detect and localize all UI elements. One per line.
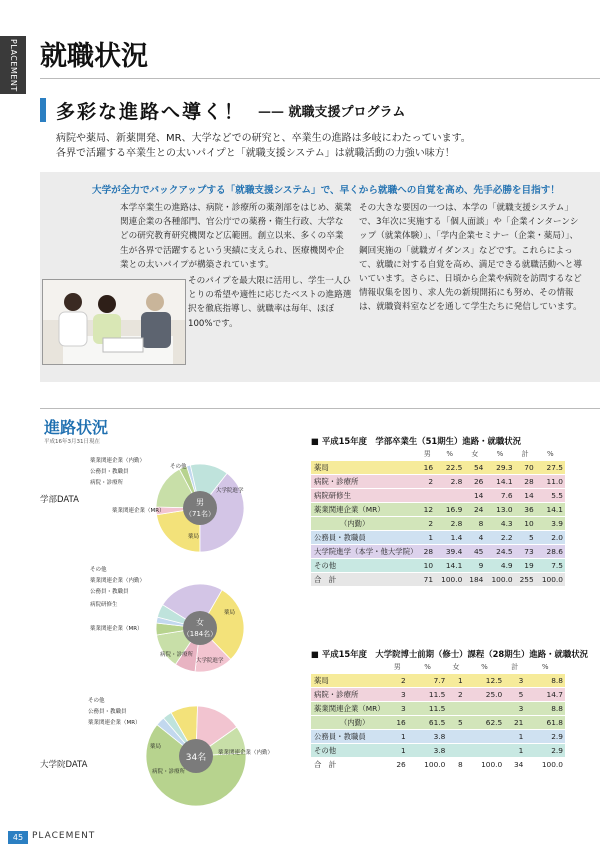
grad-table-row	[311, 702, 565, 716]
undergrad-table-cell: 5.5	[536, 489, 565, 503]
support-paragraph-left: 本学卒業生の進路は、病院・診療所の薬剤部をはじめ、薬業関連企業の各種部門、官公庁での薬務・衛生行政、大学などの研究教育研究機関など広範囲。創立以来、多くの卒業生が各界で活躍するという実績に支えられ、医療機関や企業との太いパイプが構築されています。	[120, 203, 352, 270]
undergrad-table-cell: 7.6	[485, 489, 514, 503]
male-label-pharmacy: 薬局	[188, 534, 200, 540]
undergrad-table-cell: 14.1	[536, 503, 565, 517]
grad-table-cell: 3.8	[408, 730, 448, 744]
undergrad-table-cell: 14	[464, 489, 485, 503]
grad-table-header-cell	[311, 661, 387, 674]
consultation-photo	[42, 279, 186, 365]
grad-table-cell: 7.7	[408, 674, 448, 688]
male-pie-center	[183, 491, 217, 525]
section-divider	[40, 408, 600, 409]
undergrad-table-cell: 14	[515, 489, 536, 503]
consultation-photo-illustration	[43, 280, 185, 364]
female-label-mr: 薬業関連企業（MR）	[90, 626, 143, 632]
grad-label-pharmacy: 薬局	[150, 744, 162, 750]
undergrad-table-cell: 11.0	[536, 475, 565, 489]
grad-label-internal: 薬業関連企業（内勤）	[218, 750, 274, 756]
undergrad-table-cell: 16.9	[435, 503, 464, 517]
grad-table-title: ■ 平成15年度 大学院博士前期（修士）課程（28期生）進路・就職状況	[311, 649, 589, 659]
grad-table-cell: 14.7	[525, 688, 565, 702]
grad-table-header-cell: 男	[387, 661, 408, 674]
undergrad-table-cell: 255	[515, 573, 536, 587]
undergrad-table-cell: 28	[515, 475, 536, 489]
grad-table-cell: 3	[504, 674, 525, 688]
grad-table-cell: 1	[504, 744, 525, 758]
grad-table-cell: 61.5	[408, 716, 448, 730]
headline-subtitle: —— 就職支援プログラム	[258, 101, 405, 120]
female-label-trainee: 病院研修生	[90, 602, 118, 608]
grad-table-header-cell: 計	[504, 661, 525, 674]
grad-table-cell	[447, 730, 464, 744]
undergrad-table-cell: 12	[419, 503, 435, 517]
support-system-heading: 大学が全力でバックアップする「就職支援システム」で、早くから就職への自覚を高め、先手必勝を目指す！	[92, 185, 560, 196]
female-center-label: 女	[196, 618, 204, 627]
undergrad-table-row	[311, 545, 565, 559]
career-status-title: 進路状況	[44, 418, 109, 437]
grad-table-cell: 5	[447, 716, 464, 730]
undergrad-table-cell: 14.1	[485, 475, 514, 489]
undergrad-table-cell: 100.0	[435, 573, 464, 587]
grad-label-mr: 薬業関連企業（MR）	[88, 720, 141, 726]
undergrad-table-cell: 9	[464, 559, 485, 573]
male-center-count: （71名）	[185, 510, 215, 518]
undergrad-table-cell: 71	[419, 573, 435, 587]
grad-table-cell: 3	[387, 702, 408, 716]
intro-line-2: 各界で活躍する卒業生との太いパイプと「就職支援システム」は就職活動の力強い味方！	[56, 148, 455, 159]
grad-career-table	[311, 661, 565, 772]
grad-table-cell: 5	[504, 688, 525, 702]
grad-table-cell: 16	[387, 716, 408, 730]
undergrad-table-row-label: 合 計	[311, 573, 419, 587]
undergrad-table-header-cell: %	[485, 448, 514, 461]
undergrad-table-cell: 7.5	[536, 559, 565, 573]
undergrad-table-row-label: その他	[311, 559, 419, 573]
male-label-mr: 薬業関連企業（MR）	[112, 508, 165, 514]
female-pie-chart	[78, 566, 256, 684]
female-pie-center	[183, 611, 217, 645]
grad-table-cell: 3	[387, 688, 408, 702]
career-status-date: 平成16年3月31日現在	[44, 439, 100, 445]
undergrad-table-cell: 4	[464, 531, 485, 545]
undergrad-table-cell: 26	[464, 475, 485, 489]
support-paragraph-right: その大きな要因の一つは、本学の「就職支援システム」で、3年次に実施する「個人面談」や「企業インターンシップ（就業体験）」、「学内企業セミナー（企業・薬局）」、鋼回実施の「就職ガイダンス」などです。これらによって、就職に対する自覚を高め、満足できる就職活動へと導いています。さらに、日頃から企業や病院を訪問するなど情報収集を図り、求人先の新規開拓にも努め、その情報は、就職資料室などを通して学生たちに発信しています。	[359, 203, 582, 313]
male-label-other: その他	[170, 464, 187, 470]
undergrad-table-cell: 24.5	[485, 545, 514, 559]
grad-table-cell: 100.0	[525, 758, 565, 772]
headline-accent-bar	[40, 98, 46, 122]
undergrad-table-row	[311, 531, 565, 545]
grad-table-cell: 62.5	[465, 716, 505, 730]
male-label-public: 公務員・教職員	[90, 469, 129, 475]
undergrad-table-cell: 39.4	[435, 545, 464, 559]
grad-table-cell: 11.5	[408, 688, 448, 702]
undergrad-table-cell: 54	[464, 461, 485, 475]
undergrad-table-cell: 3.9	[536, 517, 565, 531]
undergrad-table-header-cell: %	[536, 448, 565, 461]
undergrad-table-cell: 100.0	[536, 573, 565, 587]
undergrad-table-row-label: 大学院進学（本学・他大学院）	[311, 545, 419, 559]
undergrad-table-cell: 28.6	[536, 545, 565, 559]
undergrad-table-cell: 4.3	[485, 517, 514, 531]
grad-table-row-label: 合 計	[311, 758, 387, 772]
grad-table-header-cell: 女	[447, 661, 464, 674]
male-label-internal: 薬業関連企業（内勤）	[90, 458, 146, 464]
undergrad-table-row-label: （内勤）	[311, 517, 419, 531]
grad-table-cell: 1	[387, 730, 408, 744]
undergrad-table-cell: 2	[419, 517, 435, 531]
grad-table-cell	[447, 744, 464, 758]
grad-table-cell: 3.8	[408, 744, 448, 758]
undergrad-table-title: ■ 平成15年度 学部卒業生（51期生）進路・就職状況	[311, 436, 522, 446]
undergrad-table-header-cell	[311, 448, 419, 461]
male-center-label: 男	[196, 498, 204, 507]
undergrad-table-row	[311, 461, 565, 475]
female-label-public: 公務員・教職員	[90, 589, 129, 595]
grad-table-header-cell: %	[525, 661, 565, 674]
page-title: 就職状況	[40, 41, 148, 72]
undergrad-data-label: 学部DATA	[40, 495, 79, 505]
undergrad-table-cell: 1.4	[435, 531, 464, 545]
undergrad-table-cell: 14.1	[435, 559, 464, 573]
grad-table-row-label: その他	[311, 744, 387, 758]
undergrad-table-cell: 36	[515, 503, 536, 517]
grad-table-row	[311, 758, 565, 772]
undergrad-table-cell: 1	[419, 531, 435, 545]
undergrad-table-row-label: 薬局	[311, 461, 419, 475]
grad-table-cell: 2	[447, 688, 464, 702]
grad-table-row-label: 薬局	[311, 674, 387, 688]
intro-line-1: 病院や薬局、新薬開発、MR、大学などでの研究と、卒業生の進路は多岐にわたっています。	[56, 133, 471, 144]
undergrad-table-cell: 2.0	[536, 531, 565, 545]
grad-center-label: 34名	[185, 753, 207, 763]
undergrad-table-row-label: 病院・診療所	[311, 475, 419, 489]
undergrad-table-row-label: 病院研修生	[311, 489, 419, 503]
undergrad-table-header-row	[311, 448, 565, 461]
undergrad-table-row	[311, 559, 565, 573]
undergrad-table-header-cell: 男	[419, 448, 435, 461]
grad-table-cell: 8.8	[525, 702, 565, 716]
undergrad-table-cell: 70	[515, 461, 536, 475]
title-divider	[40, 78, 600, 79]
grad-table-header-row	[311, 661, 565, 674]
female-label-other: その他	[90, 567, 107, 573]
support-paragraph-left-b: そのパイプを最大限に活用し、学生一人ひとりの希望や適性に応じたベストの進路選択を徹底指導し、就職率は毎年、ほぼ100%です。	[188, 276, 352, 329]
undergrad-table-cell: 45	[464, 545, 485, 559]
undergrad-table-cell: 2.2	[485, 531, 514, 545]
undergrad-table-header-cell: 計	[515, 448, 536, 461]
undergrad-table-cell: 8	[464, 517, 485, 531]
undergrad-table-cell: 22.5	[435, 461, 464, 475]
headline: 多彩な進路へ導く！	[56, 101, 246, 123]
grad-table-cell: 100.0	[465, 758, 505, 772]
grad-table-cell: 21	[504, 716, 525, 730]
grad-table-row-label: 病院・診療所	[311, 688, 387, 702]
grad-table-cell: 2	[387, 674, 408, 688]
female-center-count: （184名）	[182, 630, 218, 638]
grad-table-cell: 25.0	[465, 688, 505, 702]
undergrad-table-cell: 29.3	[485, 461, 514, 475]
grad-table-cell: 61.8	[525, 716, 565, 730]
grad-label-other: その他	[88, 698, 105, 704]
grad-table-row	[311, 674, 565, 688]
undergrad-table-cell: 13.0	[485, 503, 514, 517]
undergrad-table-cell: 5	[515, 531, 536, 545]
undergrad-table-row	[311, 517, 565, 531]
male-label-hospital: 病院・診療所	[90, 480, 124, 486]
undergrad-table-cell: 16	[419, 461, 435, 475]
grad-table-row-label: 公務員・教職員	[311, 730, 387, 744]
undergrad-table-cell: 24	[464, 503, 485, 517]
undergrad-table-row	[311, 475, 565, 489]
grad-pie-chart	[78, 690, 274, 814]
grad-label-public: 公務員・教職員	[88, 709, 127, 715]
undergrad-table-cell	[419, 489, 435, 503]
grad-table-cell: 100.0	[408, 758, 448, 772]
undergrad-table-row	[311, 573, 565, 587]
grad-table-row	[311, 730, 565, 744]
side-section-label: PLACEMENT	[0, 36, 26, 94]
grad-table-row	[311, 688, 565, 702]
grad-table-row-label: （内勤）	[311, 716, 387, 730]
grad-table-row-label: 薬業関連企業（MR）	[311, 702, 387, 716]
undergrad-table-cell: 2.8	[435, 517, 464, 531]
undergrad-table-row-label: 薬業関連企業（MR）	[311, 503, 419, 517]
grad-table-header-cell: %	[408, 661, 448, 674]
undergrad-table-cell: 100.0	[485, 573, 514, 587]
male-pie-chart	[78, 448, 256, 566]
undergrad-table-cell: 10	[515, 517, 536, 531]
grad-table-cell: 12.5	[465, 674, 505, 688]
grad-table-cell: 34	[504, 758, 525, 772]
undergrad-table-row-label: 公務員・教職員	[311, 531, 419, 545]
undergrad-table-header-cell: %	[435, 448, 464, 461]
grad-table-cell: 2.9	[525, 744, 565, 758]
grad-table-header-cell: %	[465, 661, 505, 674]
grad-table-cell	[465, 730, 505, 744]
undergrad-table-cell: 19	[515, 559, 536, 573]
female-label-grad-school: 大学院進学	[196, 658, 224, 664]
grad-table-cell: 1	[447, 674, 464, 688]
female-label-hospital: 病院・診療所	[160, 652, 194, 658]
grad-table-cell: 11.5	[408, 702, 448, 716]
female-label-internal: 薬業関連企業（内勤）	[90, 578, 146, 584]
grad-table-cell: 8.8	[525, 674, 565, 688]
undergrad-table-cell: 28	[419, 545, 435, 559]
undergrad-table-cell: 27.5	[536, 461, 565, 475]
undergrad-table-cell: 2	[419, 475, 435, 489]
undergrad-career-table	[311, 448, 565, 587]
undergrad-table-row	[311, 503, 565, 517]
grad-table-cell	[465, 702, 505, 716]
grad-table-cell: 3	[504, 702, 525, 716]
undergrad-table-header-cell: 女	[464, 448, 485, 461]
undergrad-table-cell: 10	[419, 559, 435, 573]
grad-table-cell: 1	[504, 730, 525, 744]
grad-table-cell: 1	[387, 744, 408, 758]
undergrad-table-cell	[435, 489, 464, 503]
undergrad-table-cell: 73	[515, 545, 536, 559]
grad-data-label: 大学院DATA	[40, 760, 88, 770]
grad-table-cell	[465, 744, 505, 758]
grad-table-row	[311, 716, 565, 730]
male-label-grad-school: 大学院進学	[216, 488, 244, 494]
undergrad-table-cell: 4.9	[485, 559, 514, 573]
page-number: 45	[8, 831, 28, 844]
grad-label-hospital: 病院・診療所	[152, 769, 186, 775]
undergrad-table-cell: 2.8	[435, 475, 464, 489]
grad-table-cell: 2.9	[525, 730, 565, 744]
undergrad-table-cell: 184	[464, 573, 485, 587]
undergrad-table-row	[311, 489, 565, 503]
grad-table-row	[311, 744, 565, 758]
grad-table-cell	[447, 702, 464, 716]
footer-label: PLACEMENT	[32, 831, 96, 841]
grad-table-cell: 26	[387, 758, 408, 772]
female-label-pharmacy: 薬局	[224, 610, 236, 616]
grad-table-cell: 8	[447, 758, 464, 772]
